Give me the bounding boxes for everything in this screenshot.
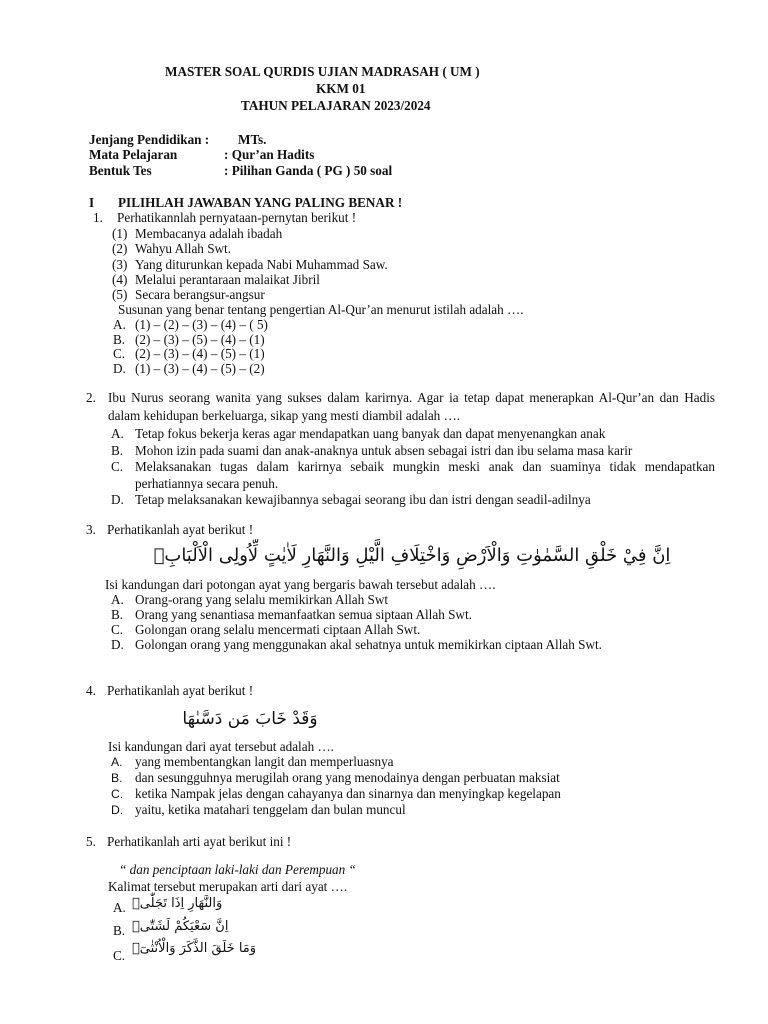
q2-option-key[interactable]: A.: [111, 426, 124, 441]
q1-item-number: (3): [112, 257, 128, 272]
q1-number: 1.: [93, 210, 103, 225]
q5-option-key[interactable]: A.: [113, 900, 126, 915]
q1-item-text: Yang diturunkan kepada Nabi Muhammad Saw.: [135, 257, 388, 272]
q1-item-text: Melalui perantaraan malaikat Jibril: [135, 272, 320, 287]
q1-option-key[interactable]: C.: [113, 346, 126, 361]
q5-option-key[interactable]: B.: [113, 923, 126, 938]
q3-option-text[interactable]: Orang yang senantiasa memanfaatkan semua siptaan Allah Swt.: [135, 607, 472, 622]
q1-question: Susunan yang benar tentang pengertian Al-Qur’an menurut istilah adalah ….: [118, 302, 524, 317]
q1-item-text: Wahyu Allah Swt.: [135, 241, 232, 256]
q2-option-key[interactable]: B.: [111, 443, 124, 458]
q4-option-text[interactable]: yaitu, ketika matahari tenggelam dan bulan muncul: [135, 802, 406, 817]
info-value-jenjang: MTs.: [238, 132, 267, 147]
q2-stem: Ibu Nurus seorang wanita yang sukses dalam karirnya. Agar ia tetap dapat menerapkan Al-Qur’an dan Hadis dalam kehidupan berkeluarga, sikap yang mesti diambil adalah ….: [108, 390, 715, 423]
q3-question: Isi kandungan dari potongan ayat yang bergaris bawah tersebut adalah ….: [105, 577, 496, 592]
q1-option-text[interactable]: (2) – (3) – (5) – (4) – (1): [135, 332, 265, 347]
q3-option-text[interactable]: Golongan orang selalu mencermati ciptaan Allah Swt.: [135, 622, 421, 637]
q1-item-number: (1): [112, 226, 128, 241]
section-numeral: I: [89, 195, 95, 210]
q5-quote: “ dan penciptaan laki-laki dan Perempuan “: [119, 862, 356, 877]
q4-ayah: وَقَدْ خَابَ مَن دَسَّىٰهَا: [182, 709, 318, 729]
q5-stem: Perhatikanlah arti ayat berikut ini !: [107, 834, 292, 849]
q1-option-key[interactable]: D.: [113, 361, 126, 376]
header-kkm: KKM 01: [316, 81, 366, 96]
q5-question: Kalimat tersebut merupakan arti dari ayat ….: [108, 879, 348, 894]
q3-option-text[interactable]: Orang-orang yang selalu memikirkan Allah Swt: [135, 592, 389, 607]
q1-item-number: (2): [112, 241, 128, 256]
q1-item-text: Secara berangsur-angsur: [135, 287, 265, 302]
q4-option-key[interactable]: C.: [111, 787, 124, 801]
q1-stem: Perhatikannlah pernyataan-pernytan berikut !: [117, 210, 357, 225]
q5-option-ayah[interactable]: اِنَّ سَعْيَكُمْ لَشَتّٰىۗ: [132, 919, 229, 934]
q2-option-key[interactable]: C.: [111, 459, 124, 474]
q1-option-text[interactable]: (1) – (3) – (4) – (5) – (2): [135, 361, 265, 376]
q4-option-key[interactable]: D.: [111, 803, 124, 817]
q4-question: Isi kandungan dari ayat tersebut adalah ….: [108, 739, 334, 754]
info-value-bentuk: : Pilihan Ganda ( PG ) 50 soal: [224, 163, 393, 178]
info-value-mapel: : Qur’an Hadits: [224, 147, 315, 162]
q4-option-text[interactable]: yang membentangkan langit dan memperluasnya: [135, 754, 394, 769]
q5-option-ayah[interactable]: وَالنَّهَارِ اِذَا تَجَلّٰىۙ: [132, 896, 223, 911]
q1-option-text[interactable]: (2) – (3) – (4) – (5) – (1): [135, 346, 265, 361]
q4-number: 4.: [86, 683, 96, 698]
q1-item-number: (5): [112, 287, 128, 302]
q1-option-key[interactable]: B.: [113, 332, 126, 347]
q4-option-text[interactable]: ketika Nampak jelas dengan cahayanya dan sinarnya dan menyingkap kegelapan: [135, 786, 561, 801]
q1-option-text[interactable]: (1) – (2) – (3) – (4) – ( 5): [135, 317, 268, 332]
q3-stem: Perhatikanlah ayat berikut !: [107, 522, 254, 537]
q4-option-key[interactable]: A.: [111, 755, 123, 769]
info-label-bentuk: Bentuk Tes: [89, 163, 152, 178]
q1-item-number: (4): [112, 272, 128, 287]
header-year: TAHUN PELAJARAN 2023/2024: [241, 98, 431, 113]
q1-item-text: Membacanya adalah ibadah: [135, 226, 283, 241]
header-title: MASTER SOAL QURDIS UJIAN MADRASAH ( UM ): [165, 64, 480, 79]
q3-option-key[interactable]: C.: [111, 622, 124, 637]
q3-option-key[interactable]: B.: [111, 607, 124, 622]
q4-option-key[interactable]: B.: [111, 771, 123, 785]
q4-stem: Perhatikanlah ayat berikut !: [107, 683, 254, 698]
q2-option-text[interactable]: Tetap melaksanakan kewajibannya sebagai seorang ibu dan istri dengan seadil-adilnya: [135, 492, 591, 507]
q5-option-ayah[interactable]: وَمَا خَلَقَ الذَّكَرَ وَالْاُنْثٰىٓۙ: [132, 941, 257, 956]
info-label-jenjang: Jenjang Pendidikan :: [89, 132, 210, 147]
q5-number: 5.: [86, 834, 96, 849]
q3-ayah: اِنَّ فِيْ خَلْقِ السَّمٰوٰتِ وَالْاَرْضِ وَاخْتِلَافِ الَّيْلِ وَالنَّهَارِ لَاٰيٰتٍ لِّاُولِى الْاَلْبَابِۙ: [153, 545, 671, 566]
q2-option-key[interactable]: D.: [111, 492, 124, 507]
q3-option-key[interactable]: D.: [111, 637, 124, 652]
q3-number: 3.: [86, 522, 96, 537]
q1-option-key[interactable]: A.: [113, 317, 126, 332]
info-label-mapel: Mata Pelajaran: [89, 147, 178, 162]
section-title: PILIHLAH JAWABAN YANG PALING BENAR !: [118, 195, 403, 210]
q5-option-key[interactable]: C.: [113, 948, 126, 963]
q3-option-text[interactable]: Golongan orang yang menggunakan akal sehatnya untuk memikirkan ciptaan Allah Swt.: [135, 637, 602, 652]
q2-option-text[interactable]: Melaksanakan tugas dalam karirnya sebaik mungkin meski anak dan suaminya tidak mendapatkan perhatiannya secara penuh.: [135, 459, 715, 491]
q2-option-text[interactable]: Tetap fokus bekerja keras agar mendapatkan uang banyak dan dapat menyenangkan anak: [135, 426, 606, 441]
q2-number: 2.: [86, 390, 96, 405]
q2-option-text[interactable]: Mohon izin pada suami dan anak-anaknya untuk absen sebagai istri dan ibu selama masa karir: [135, 443, 633, 458]
q3-option-key[interactable]: A.: [111, 592, 124, 607]
q4-option-text[interactable]: dan sesungguhnya merugilah orang yang menodainya dengan perbuatan maksiat: [135, 770, 560, 785]
